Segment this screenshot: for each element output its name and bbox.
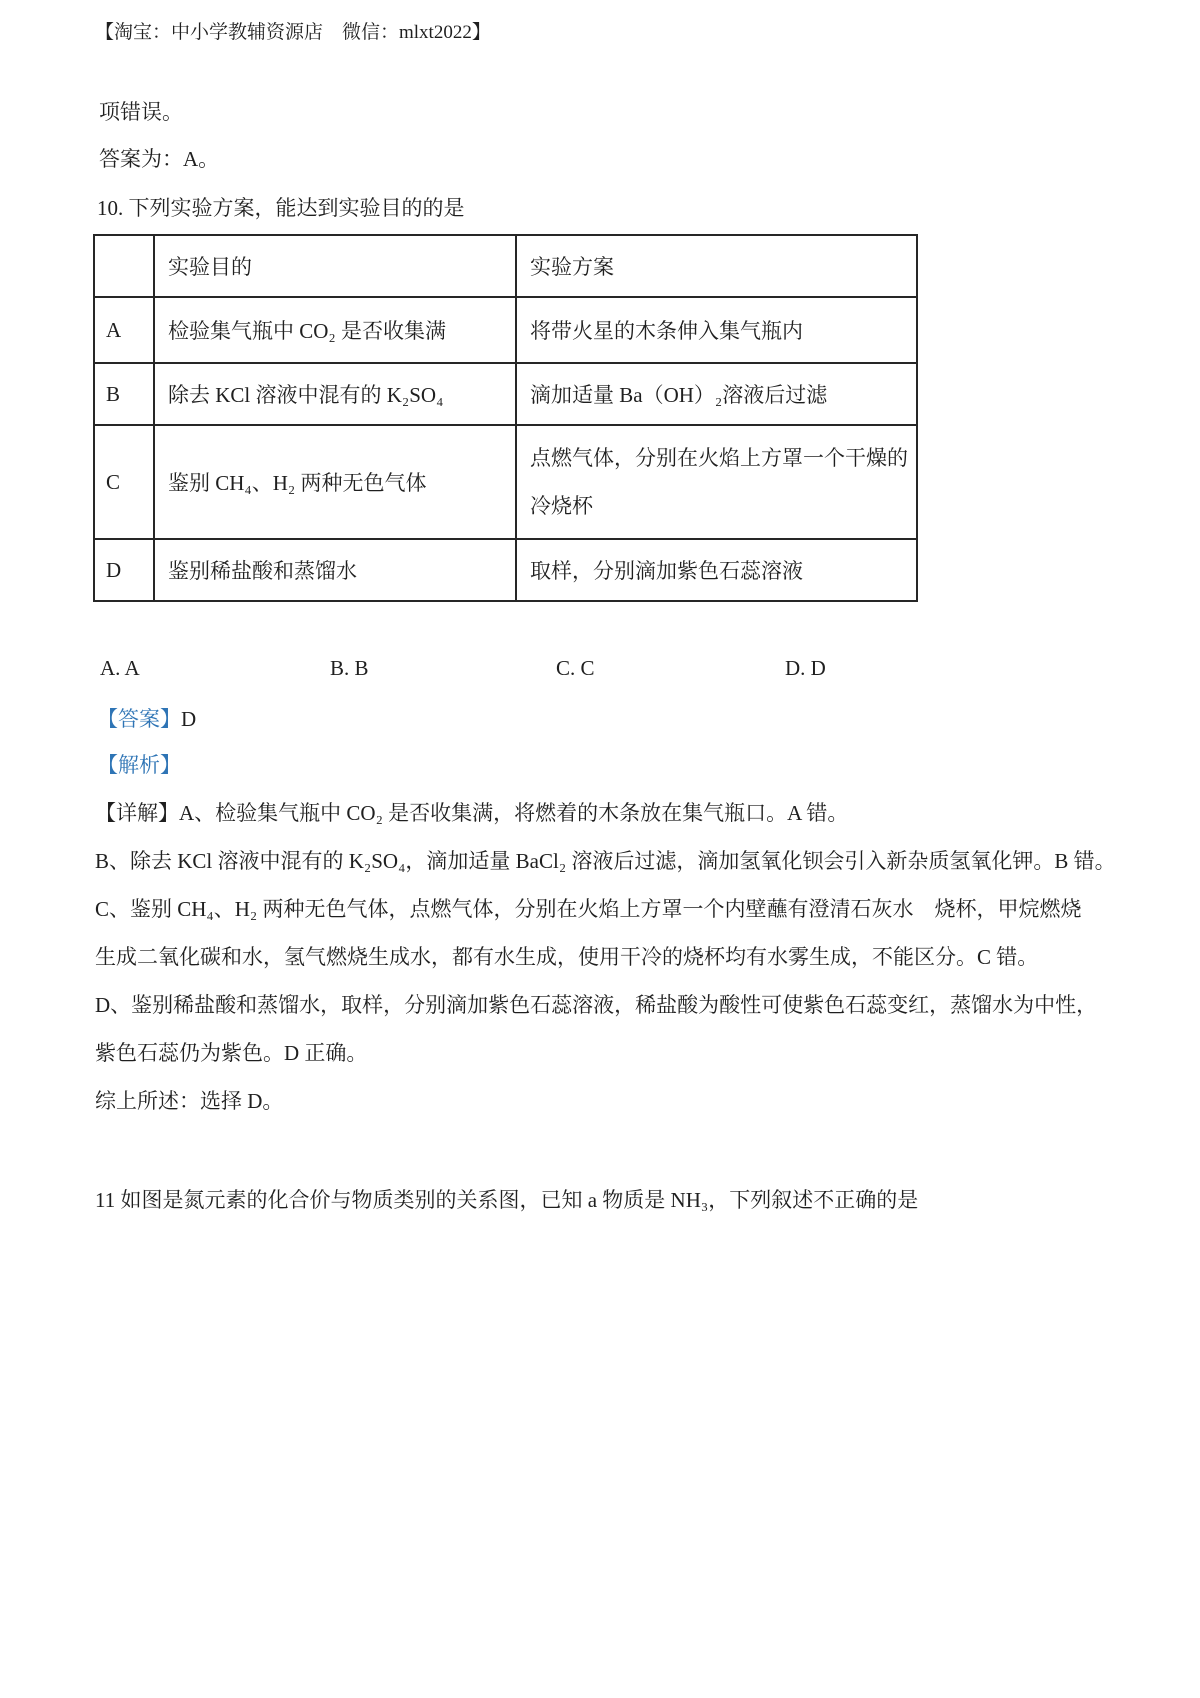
row-a-label: A	[94, 297, 154, 363]
option-d: D. D	[785, 656, 826, 680]
row-c-plan-line2: 冷烧杯	[530, 494, 593, 518]
table-header-purpose: 实验目的	[154, 235, 516, 297]
detail-line-4: 生成二氧化碳和水，氢气燃烧生成水，都有水生成，使用干冷的烧杯均有水雾生成，不能区分。C 错。	[95, 945, 1039, 969]
analysis-tag: 【解析】	[97, 753, 181, 777]
answer-value: D	[181, 707, 197, 731]
previous-answer-line: 答案为：A。	[99, 147, 220, 171]
row-a-plan: 将带火星的木条伸入集气瓶内	[516, 297, 917, 363]
question-11-stem: 11 如图是氮元素的化合价与物质类别的关系图，已知 a 物质是 NH₃，下列叙述不正确的是	[95, 1188, 919, 1212]
detail-line-7: 综上所述：选择 D。	[95, 1089, 284, 1113]
row-c-purpose: 鉴别 CH₄、H₂ 两种无色气体	[154, 425, 516, 539]
detail-line-5: D、鉴别稀盐酸和蒸馏水，取样，分别滴加紫色石蕊溶液，稀盐酸为酸性可使紫色石蕊变红，蒸馏水为中性，	[95, 993, 1098, 1017]
detail-explanation-block	[95, 789, 1155, 1125]
previous-answer-fragment: 项错误。	[99, 100, 183, 124]
analysis-line	[97, 749, 181, 779]
option-a: A. A	[100, 656, 140, 680]
row-d-label: D	[94, 539, 154, 601]
option-c: C. C	[556, 656, 595, 680]
row-a-purpose: 检验集气瓶中 CO₂ 是否收集满	[154, 297, 516, 363]
detail-line-2: B、除去 KCl 溶液中混有的 K₂SO₄，滴加适量 BaCl₂ 溶液后过滤，滴加氢氧化钡会引入新杂质氢氧化钾。B 错。	[95, 849, 1116, 873]
table-header-row	[94, 235, 917, 297]
store-watermark-header: 【淘宝：中小学教辅资源店 微信：mlxt2022】	[95, 22, 491, 43]
table-row-d	[94, 539, 917, 601]
row-b-plan: 滴加适量 Ba（OH）₂溶液后过滤	[516, 363, 917, 425]
detail-line-3: C、鉴别 CH₄、H₂ 两种无色气体，点燃气体，分别在火焰上方罩一个内壁蘸有澄清石灰水 烧杯，甲烷燃烧	[95, 897, 1082, 921]
detail-line-1: 【详解】A、检验集气瓶中 CO₂ 是否收集满，将燃着的木条放在集气瓶口。A 错。	[95, 801, 849, 825]
question-10-table	[93, 234, 918, 602]
row-c-plan	[516, 425, 917, 539]
row-b-label: B	[94, 363, 154, 425]
row-d-plan: 取样，分别滴加紫色石蕊溶液	[516, 539, 917, 601]
table-row-b	[94, 363, 917, 425]
row-c-label: C	[94, 425, 154, 539]
question-10-options	[0, 656, 1200, 686]
answer-tag: 【答案】	[97, 707, 181, 731]
option-b: B. B	[330, 656, 369, 680]
detail-line-6: 紫色石蕊仍为紫色。D 正确。	[95, 1041, 368, 1065]
table-header-blank-cell	[94, 235, 154, 297]
table-row-c	[94, 425, 917, 539]
answer-line	[97, 703, 196, 733]
row-b-purpose: 除去 KCl 溶液中混有的 K₂SO₄	[154, 363, 516, 425]
row-c-plan-line1: 点燃气体，分别在火焰上方罩一个干燥的	[530, 446, 908, 470]
table-header-plan: 实验方案	[516, 235, 917, 297]
question-10-stem: 10. 下列实验方案，能达到实验目的的是	[97, 196, 465, 220]
row-d-purpose: 鉴别稀盐酸和蒸馏水	[154, 539, 516, 601]
table-row-a	[94, 297, 917, 363]
